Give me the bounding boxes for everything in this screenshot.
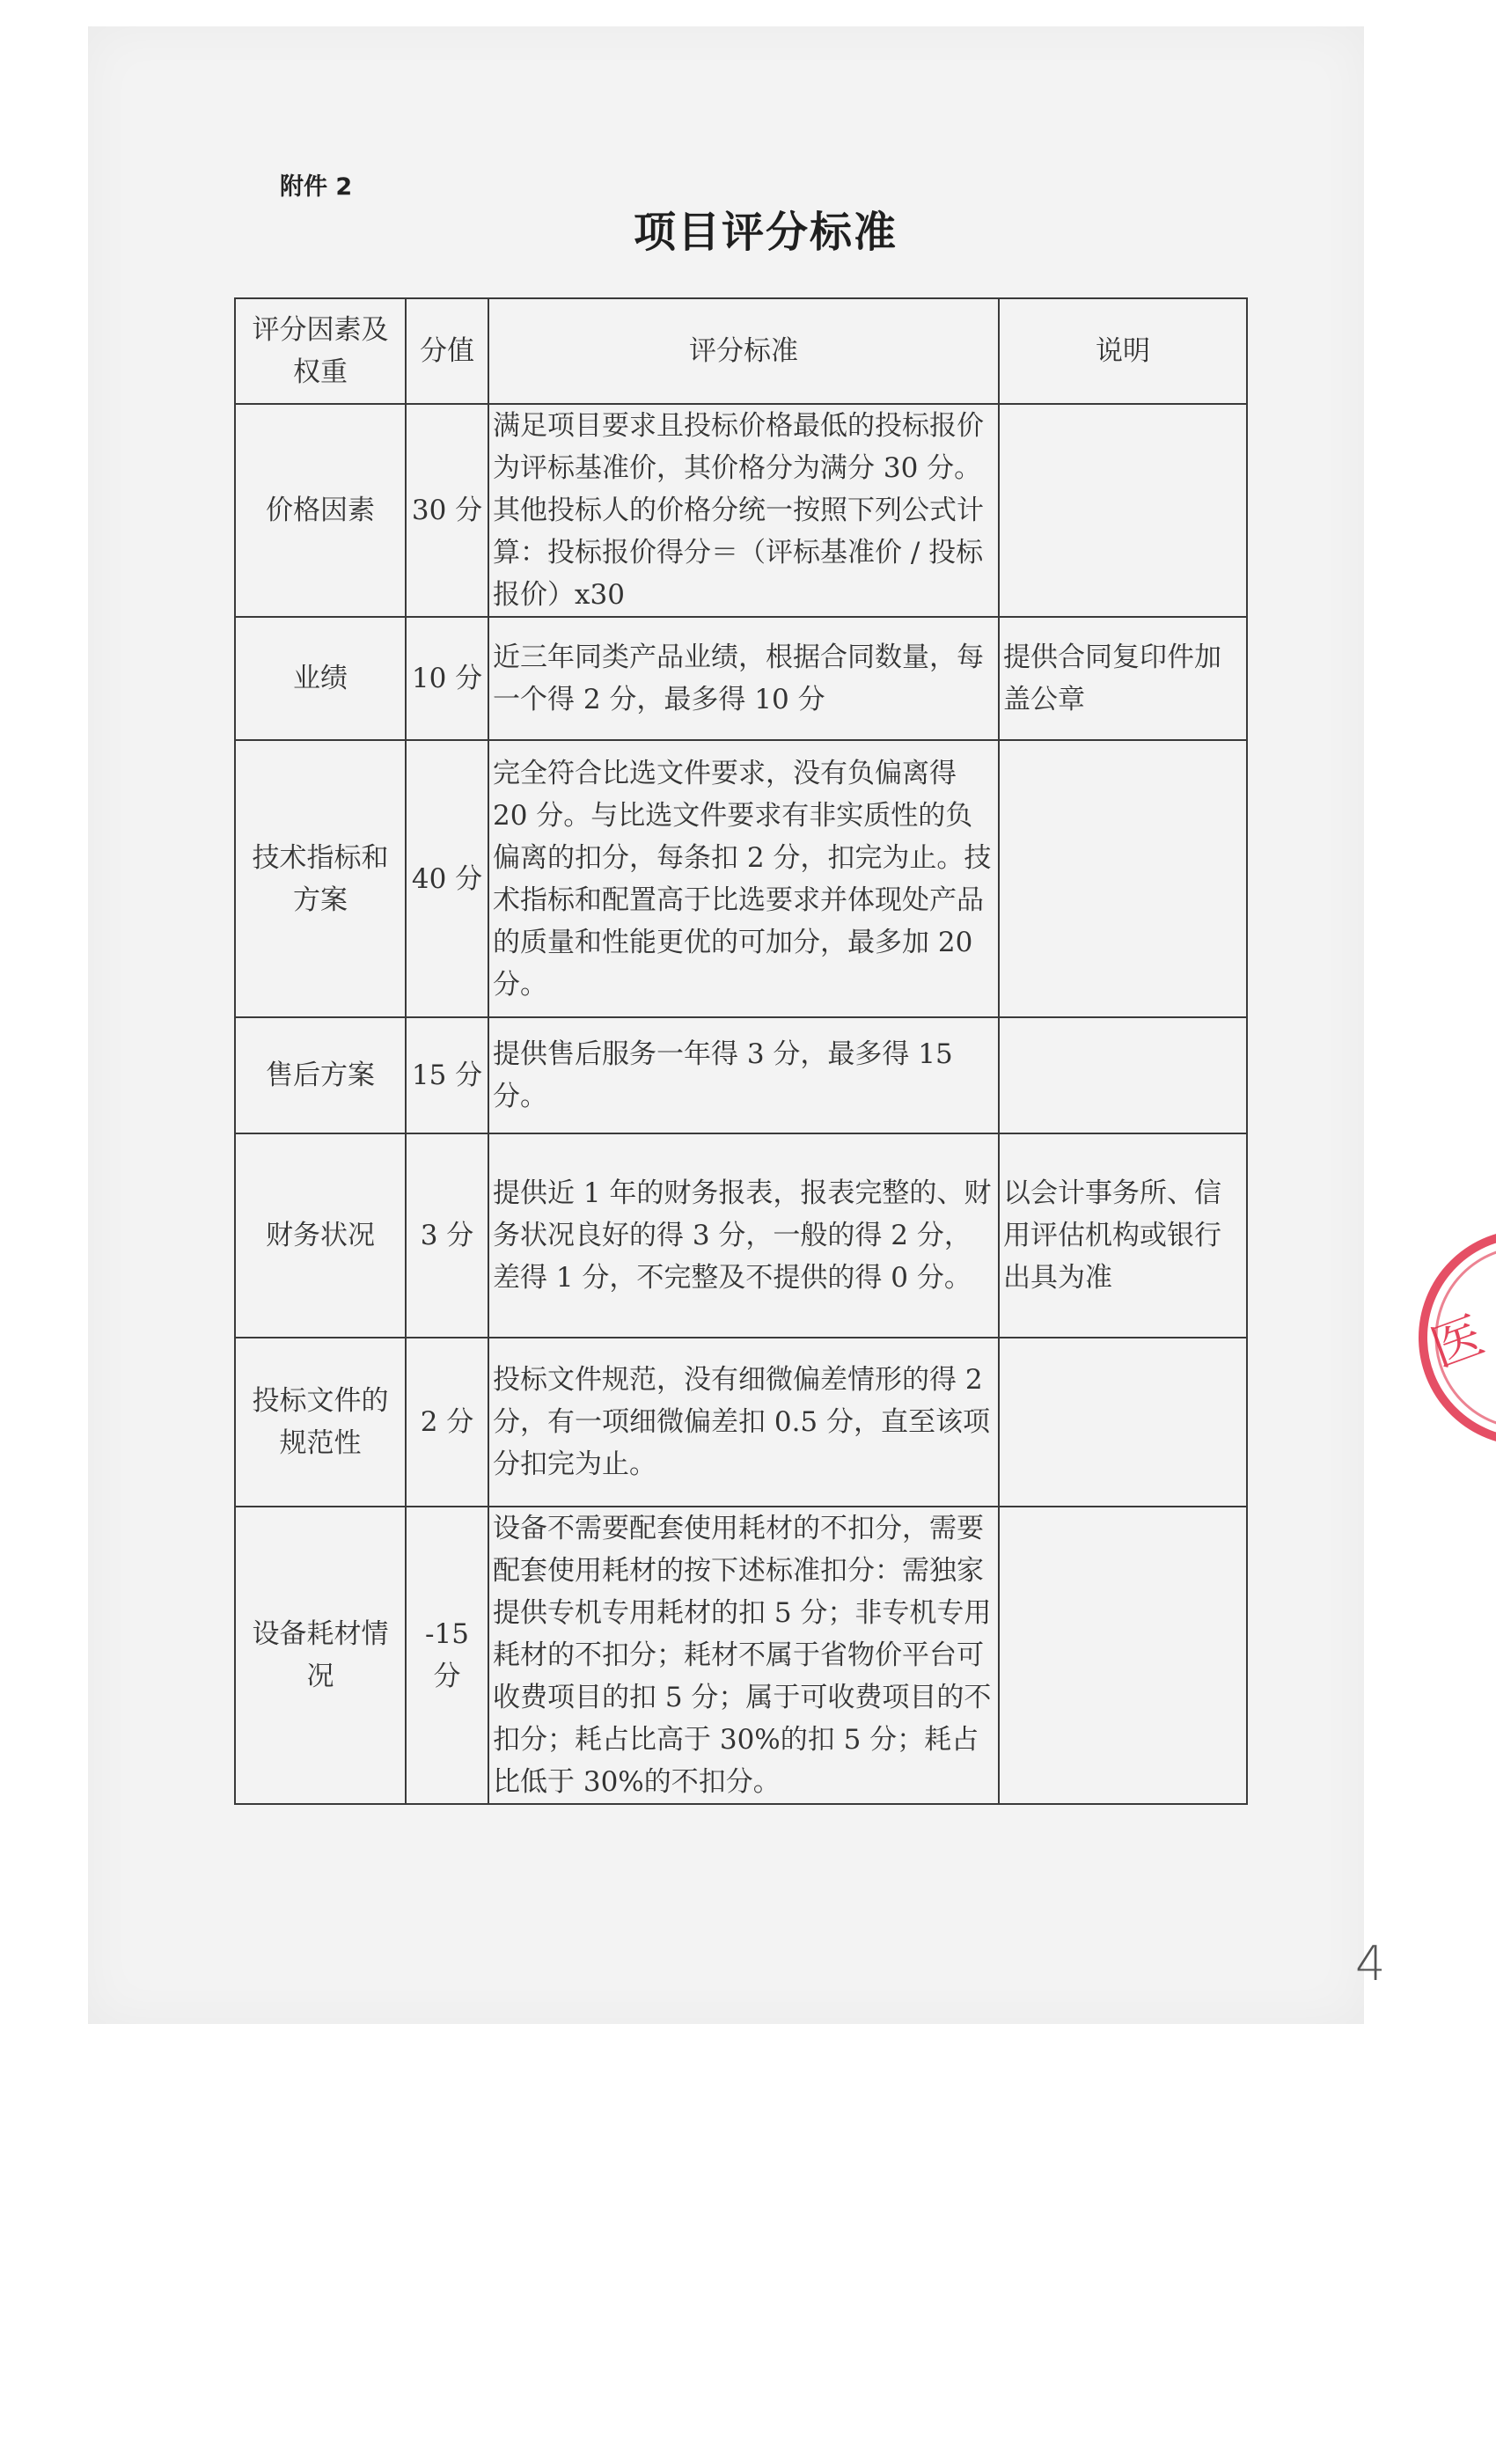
note-cell: 以会计事务所、信用评估机构或银行出具为准 (999, 1133, 1247, 1338)
table-header-row (235, 298, 1247, 404)
score-cell: 10 分 (406, 617, 488, 740)
factor-cell: 投标文件的规范性 (235, 1338, 406, 1507)
scoring-table (234, 297, 1248, 1805)
note-cell (999, 1338, 1247, 1507)
criteria-cell: 设备不需要配套使用耗材的不扣分，需要配套使用耗材的按下述标准扣分：需独家提供专机专用耗材的扣 5 分；非专机专用耗材的不扣分；耗材不属于省物价平台可收费项目的扣 5 分；属于可收费项目的不扣分；耗占比高于 30%的扣 5 分；耗占比低于 30%的不扣分。 (488, 1507, 999, 1804)
score-cell: 40 分 (406, 740, 488, 1017)
seal-text: 医 (1423, 1304, 1492, 1379)
criteria-cell: 近三年同类产品业绩，根据合同数量，每一个得 2 分，最多得 10 分 (488, 617, 999, 740)
criteria-cell: 投标文件规范，没有细微偏差情形的得 2 分，有一项细微偏差扣 0.5 分，直至该项分扣完为止。 (488, 1338, 999, 1507)
note-cell: 提供合同复印件加盖公章 (999, 617, 1247, 740)
column-header-factor: 评分因素及权重 (235, 298, 406, 404)
column-header-note: 说明 (999, 298, 1247, 404)
attachment-label: 附件 2 (280, 173, 353, 201)
note-cell (999, 404, 1247, 617)
score-cell: -15 分 (406, 1507, 488, 1804)
factor-cell: 售后方案 (235, 1017, 406, 1133)
table-row (235, 1017, 1247, 1133)
table-row (235, 617, 1247, 740)
criteria-cell: 提供售后服务一年得 3 分，最多得 15 分。 (488, 1017, 999, 1133)
red-seal-stamp (1395, 1228, 1496, 1448)
note-cell (999, 740, 1247, 1017)
note-cell (999, 1017, 1247, 1133)
table-row (235, 740, 1247, 1017)
factor-cell: 财务状况 (235, 1133, 406, 1338)
factor-cell: 技术指标和方案 (235, 740, 406, 1017)
page-title: 项目评分标准 (633, 208, 898, 257)
page-number: 4 (1355, 1936, 1386, 1991)
score-cell: 2 分 (406, 1338, 488, 1507)
note-cell (999, 1507, 1247, 1804)
factor-cell: 价格因素 (235, 404, 406, 617)
factor-cell: 设备耗材情况 (235, 1507, 406, 1804)
criteria-cell: 满足项目要求且投标价格最低的投标报价为评标基准价，其价格分为满分 30 分。其他投标人的价格分统一按照下列公式计算：投标报价得分＝（评标基准价 / 投标报价）x30 (488, 404, 999, 617)
score-cell: 3 分 (406, 1133, 488, 1338)
score-cell: 15 分 (406, 1017, 488, 1133)
criteria-cell: 完全符合比选文件要求，没有负偏离得 20 分。与比选文件要求有非实质性的负偏离的扣分，每条扣 2 分，扣完为止。技术指标和配置高于比选要求并体现处产品的质量和性能更优的可加分，最多加 20 分。 (488, 740, 999, 1017)
table-row (235, 404, 1247, 617)
column-header-score: 分值 (406, 298, 488, 404)
table-row (235, 1507, 1247, 1804)
table-row (235, 1133, 1247, 1338)
table-row (235, 1338, 1247, 1507)
score-cell: 30 分 (406, 404, 488, 617)
column-header-criteria: 评分标准 (488, 298, 999, 404)
criteria-cell: 提供近 1 年的财务报表，报表完整的、财务状况良好的得 3 分，一般的得 2 分，差得 1 分，不完整及不提供的得 0 分。 (488, 1133, 999, 1338)
factor-cell: 业绩 (235, 617, 406, 740)
